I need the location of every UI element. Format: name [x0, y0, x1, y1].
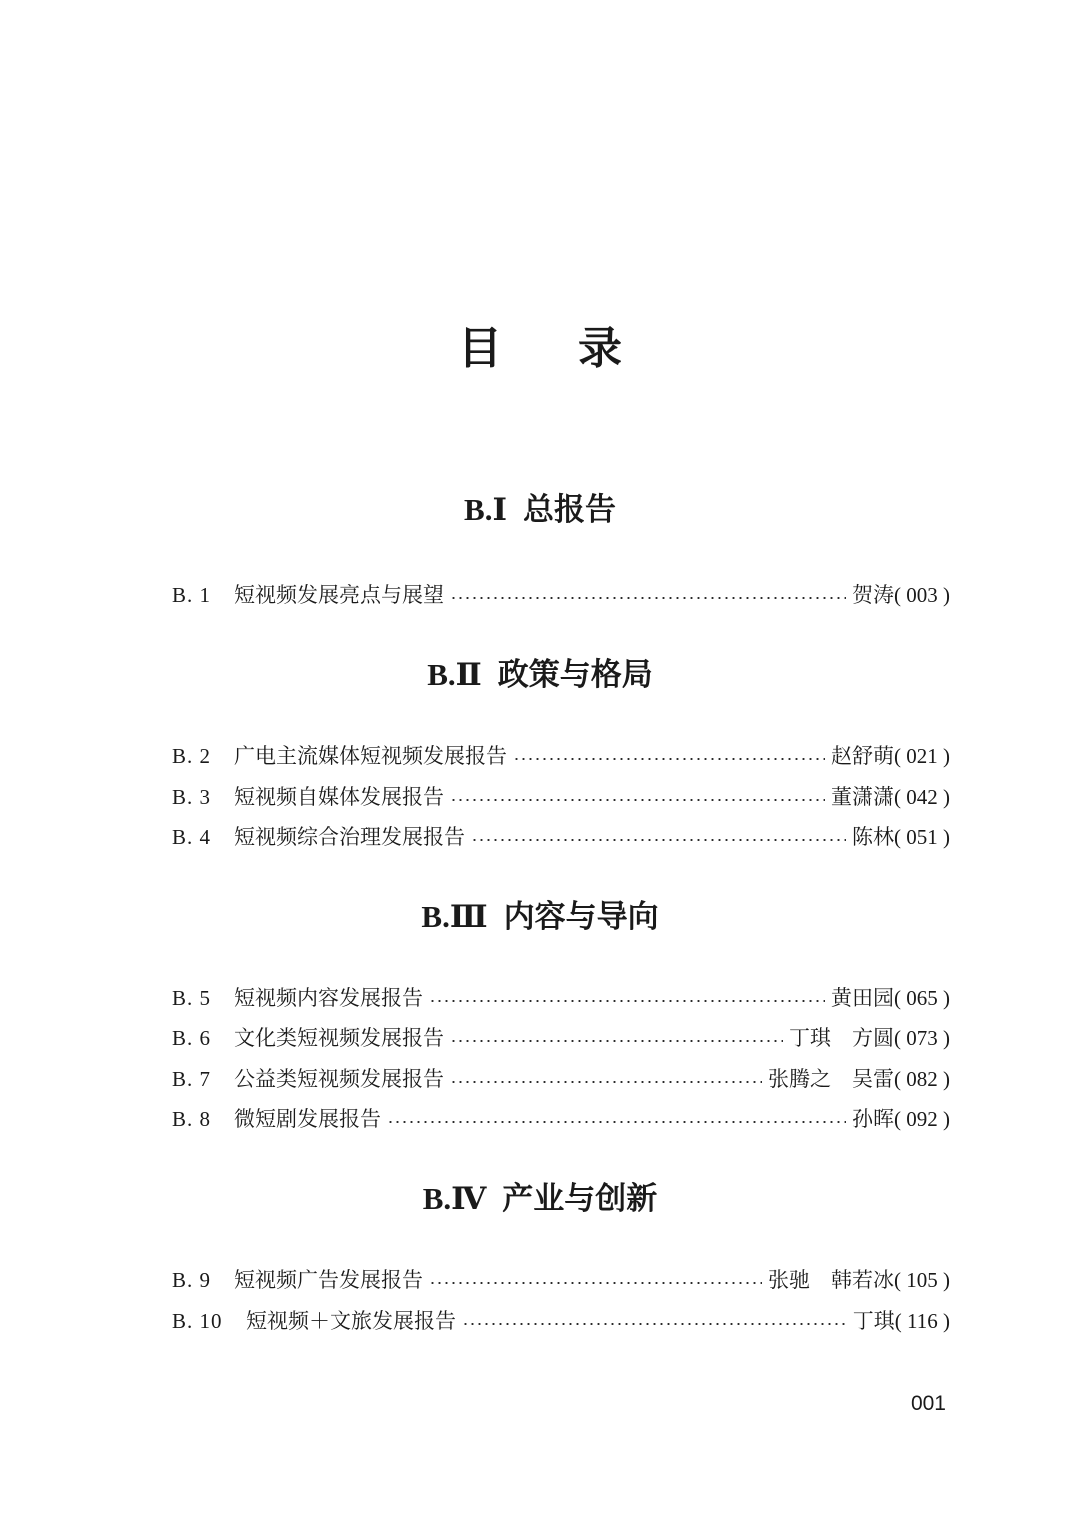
- entry-page: ( 042 ): [894, 785, 950, 809]
- entry-page: ( 003 ): [894, 583, 950, 607]
- toc-entry[interactable]: [172, 1306, 950, 1336]
- entry-author: 张腾之 吴雷: [768, 1067, 894, 1091]
- entry-title: 文化类短视频发展报告: [234, 1026, 444, 1050]
- entry-page: ( 051 ): [894, 825, 950, 849]
- entry-title: 广电主流媒体短视频发展报告: [234, 744, 507, 768]
- section-code: B.Ⅰ: [464, 492, 507, 527]
- entry-title: 公益类短视频发展报告: [234, 1067, 444, 1091]
- entry-author: 董潇潇: [831, 785, 894, 809]
- section-code: B.Ⅱ: [427, 657, 482, 692]
- toc-entry[interactable]: [172, 782, 950, 812]
- entry-number: B. 4: [172, 825, 212, 849]
- dot-leader: [471, 839, 846, 841]
- toc-entry[interactable]: [172, 580, 950, 610]
- dot-leader: [462, 1323, 847, 1325]
- section-name: 总报告: [522, 492, 616, 528]
- entry-page: ( 082 ): [894, 1067, 950, 1091]
- dot-leader: [450, 597, 846, 599]
- page-title: [0, 312, 1080, 376]
- entry-page: ( 021 ): [894, 744, 950, 768]
- entry-page: ( 073 ): [894, 1026, 950, 1050]
- entry-title: 短视频广告发展报告: [234, 1268, 423, 1292]
- entry-page: ( 092 ): [894, 1107, 950, 1131]
- toc-entry[interactable]: [172, 1265, 950, 1295]
- entry-author: 孙晖: [852, 1107, 894, 1131]
- entry-title: 短视频综合治理发展报告: [234, 825, 465, 849]
- entry-page: ( 065 ): [894, 986, 950, 1010]
- entry-number: B. 1: [172, 583, 212, 607]
- entry-page: ( 116 ): [894, 1309, 950, 1333]
- entry-author: 赵舒萌: [831, 744, 894, 768]
- entry-number: B. 3: [172, 785, 212, 809]
- toc-entry[interactable]: [172, 741, 950, 771]
- page-number: 001: [910, 1392, 946, 1415]
- entry-author: 陈林: [852, 825, 894, 849]
- entry-number: B. 9: [172, 1268, 212, 1292]
- entry-number: B. 6: [172, 1026, 212, 1050]
- section-heading: [0, 1179, 1080, 1219]
- section-heading: [0, 490, 1080, 530]
- entry-author: 丁琪: [852, 1309, 895, 1333]
- entry-title: 短视频自媒体发展报告: [234, 785, 444, 809]
- section-name: 内容与导向: [503, 899, 659, 935]
- section-heading: [0, 897, 1080, 937]
- toc-entry[interactable]: [172, 1104, 950, 1134]
- toc-entry[interactable]: [172, 1023, 950, 1053]
- entry-author: 贺涛: [852, 583, 894, 607]
- entry-page: ( 105 ): [894, 1268, 950, 1292]
- dot-leader: [429, 1282, 762, 1284]
- dot-leader: [450, 799, 825, 801]
- page-title-part2: 录: [578, 323, 622, 374]
- entry-number: B. 10: [172, 1309, 223, 1333]
- entry-title: 微短剧发展报告: [234, 1107, 381, 1131]
- section-name: 产业与创新: [502, 1181, 658, 1217]
- entry-title: 短视频发展亮点与展望: [234, 583, 444, 607]
- entry-title: 短视频＋文旅发展报告: [246, 1309, 456, 1333]
- section-code: B.Ⅲ: [421, 899, 488, 934]
- entry-number: B. 2: [172, 744, 212, 768]
- entry-number: B. 8: [172, 1107, 212, 1131]
- entry-number: B. 7: [172, 1067, 212, 1091]
- toc-entry[interactable]: [172, 822, 950, 852]
- section-name: 政策与格局: [497, 657, 653, 693]
- dot-leader: [429, 1000, 825, 1002]
- entry-author: 丁琪 方圆: [789, 1026, 894, 1050]
- toc-entry[interactable]: [172, 1064, 950, 1094]
- dot-leader: [450, 1081, 762, 1083]
- dot-leader: [387, 1121, 846, 1123]
- entry-author: 张驰 韩若冰: [768, 1268, 894, 1292]
- page-title-part1: 目: [458, 323, 502, 374]
- section-heading: [0, 655, 1080, 695]
- entry-title: 短视频内容发展报告: [234, 986, 423, 1010]
- entry-author: 黄田园: [831, 986, 894, 1010]
- toc-entry[interactable]: [172, 983, 950, 1013]
- entry-number: B. 5: [172, 986, 212, 1010]
- dot-leader: [513, 758, 825, 760]
- section-code: B.Ⅳ: [422, 1181, 487, 1216]
- dot-leader: [450, 1040, 783, 1042]
